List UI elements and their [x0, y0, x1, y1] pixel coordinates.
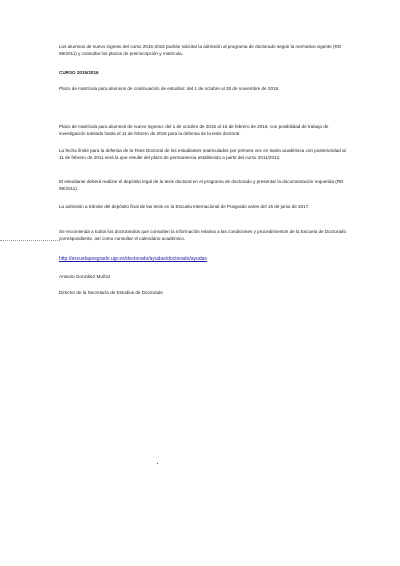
stray-mark [157, 463, 158, 464]
paragraph-thesis-deadline: La fecha límite para la defensa de la Tesis Doctoral de los estudiantes matriculados por primera vez en tutela académica con posterioridad al 11 de febrero de 2011 será la que resulte del plazo de permanencia establecido a partir del curso 2011/2012. [59, 148, 346, 160]
intro-paragraph: Los alumnos de nuevo ingreso del curso 2015-2016 podrán solicitar la admisión al programa de doctorado según la normativa vigente (RD 99/2011) y consultar los plazos de preinscripción y matrícula. [59, 44, 342, 56]
course-heading: CURSO 2015/2016 [59, 70, 99, 75]
paragraph-new-enrollment: Plazo de matrícula para alumnos de nuevo ingreso: del 1 de octubre de 2015 al 15 de febrero de 2016, con posibilidad de trabajo de investigación tutelado hasta el 11 de febrero de 2016 para la defensa de la tesis doctoral. [59, 124, 329, 136]
paragraph-recommendation: Se recomienda a todos los doctorandos que consulten la información relativa a las condiciones y procedimientos de la Escuela de Doctorado correspondiente, así como consultar el calendario académico. [59, 229, 347, 241]
paragraph-legal-deposit: El estudiante deberá realizar el depósito legal de la tesis doctoral en el programa de doctorado y presentar la documentación requerida (RD 99/2011). [59, 179, 344, 191]
signature-name: Antonio González Muñoz [59, 274, 111, 279]
signature-role: Director de la Secretaría de Estudios de Doctorado [59, 290, 163, 295]
dotted-rule [0, 240, 60, 241]
doctorate-link[interactable]: http://escuelaposgrado.ugr.es/doctorado/ayudas/doctorado/ayudas [59, 256, 207, 262]
paragraph-continuation-enrollment: Plazo de matrícula para alumnos de continuación de estudios: del 1 de octubre al 30 de noviembre de 2015. [59, 86, 280, 91]
paragraph-final-deposit: La admisión a trámite del depósito final de las tesis en la Escuela Internacional de Posgrado antes del 15 de junio de 2017. [59, 204, 310, 209]
